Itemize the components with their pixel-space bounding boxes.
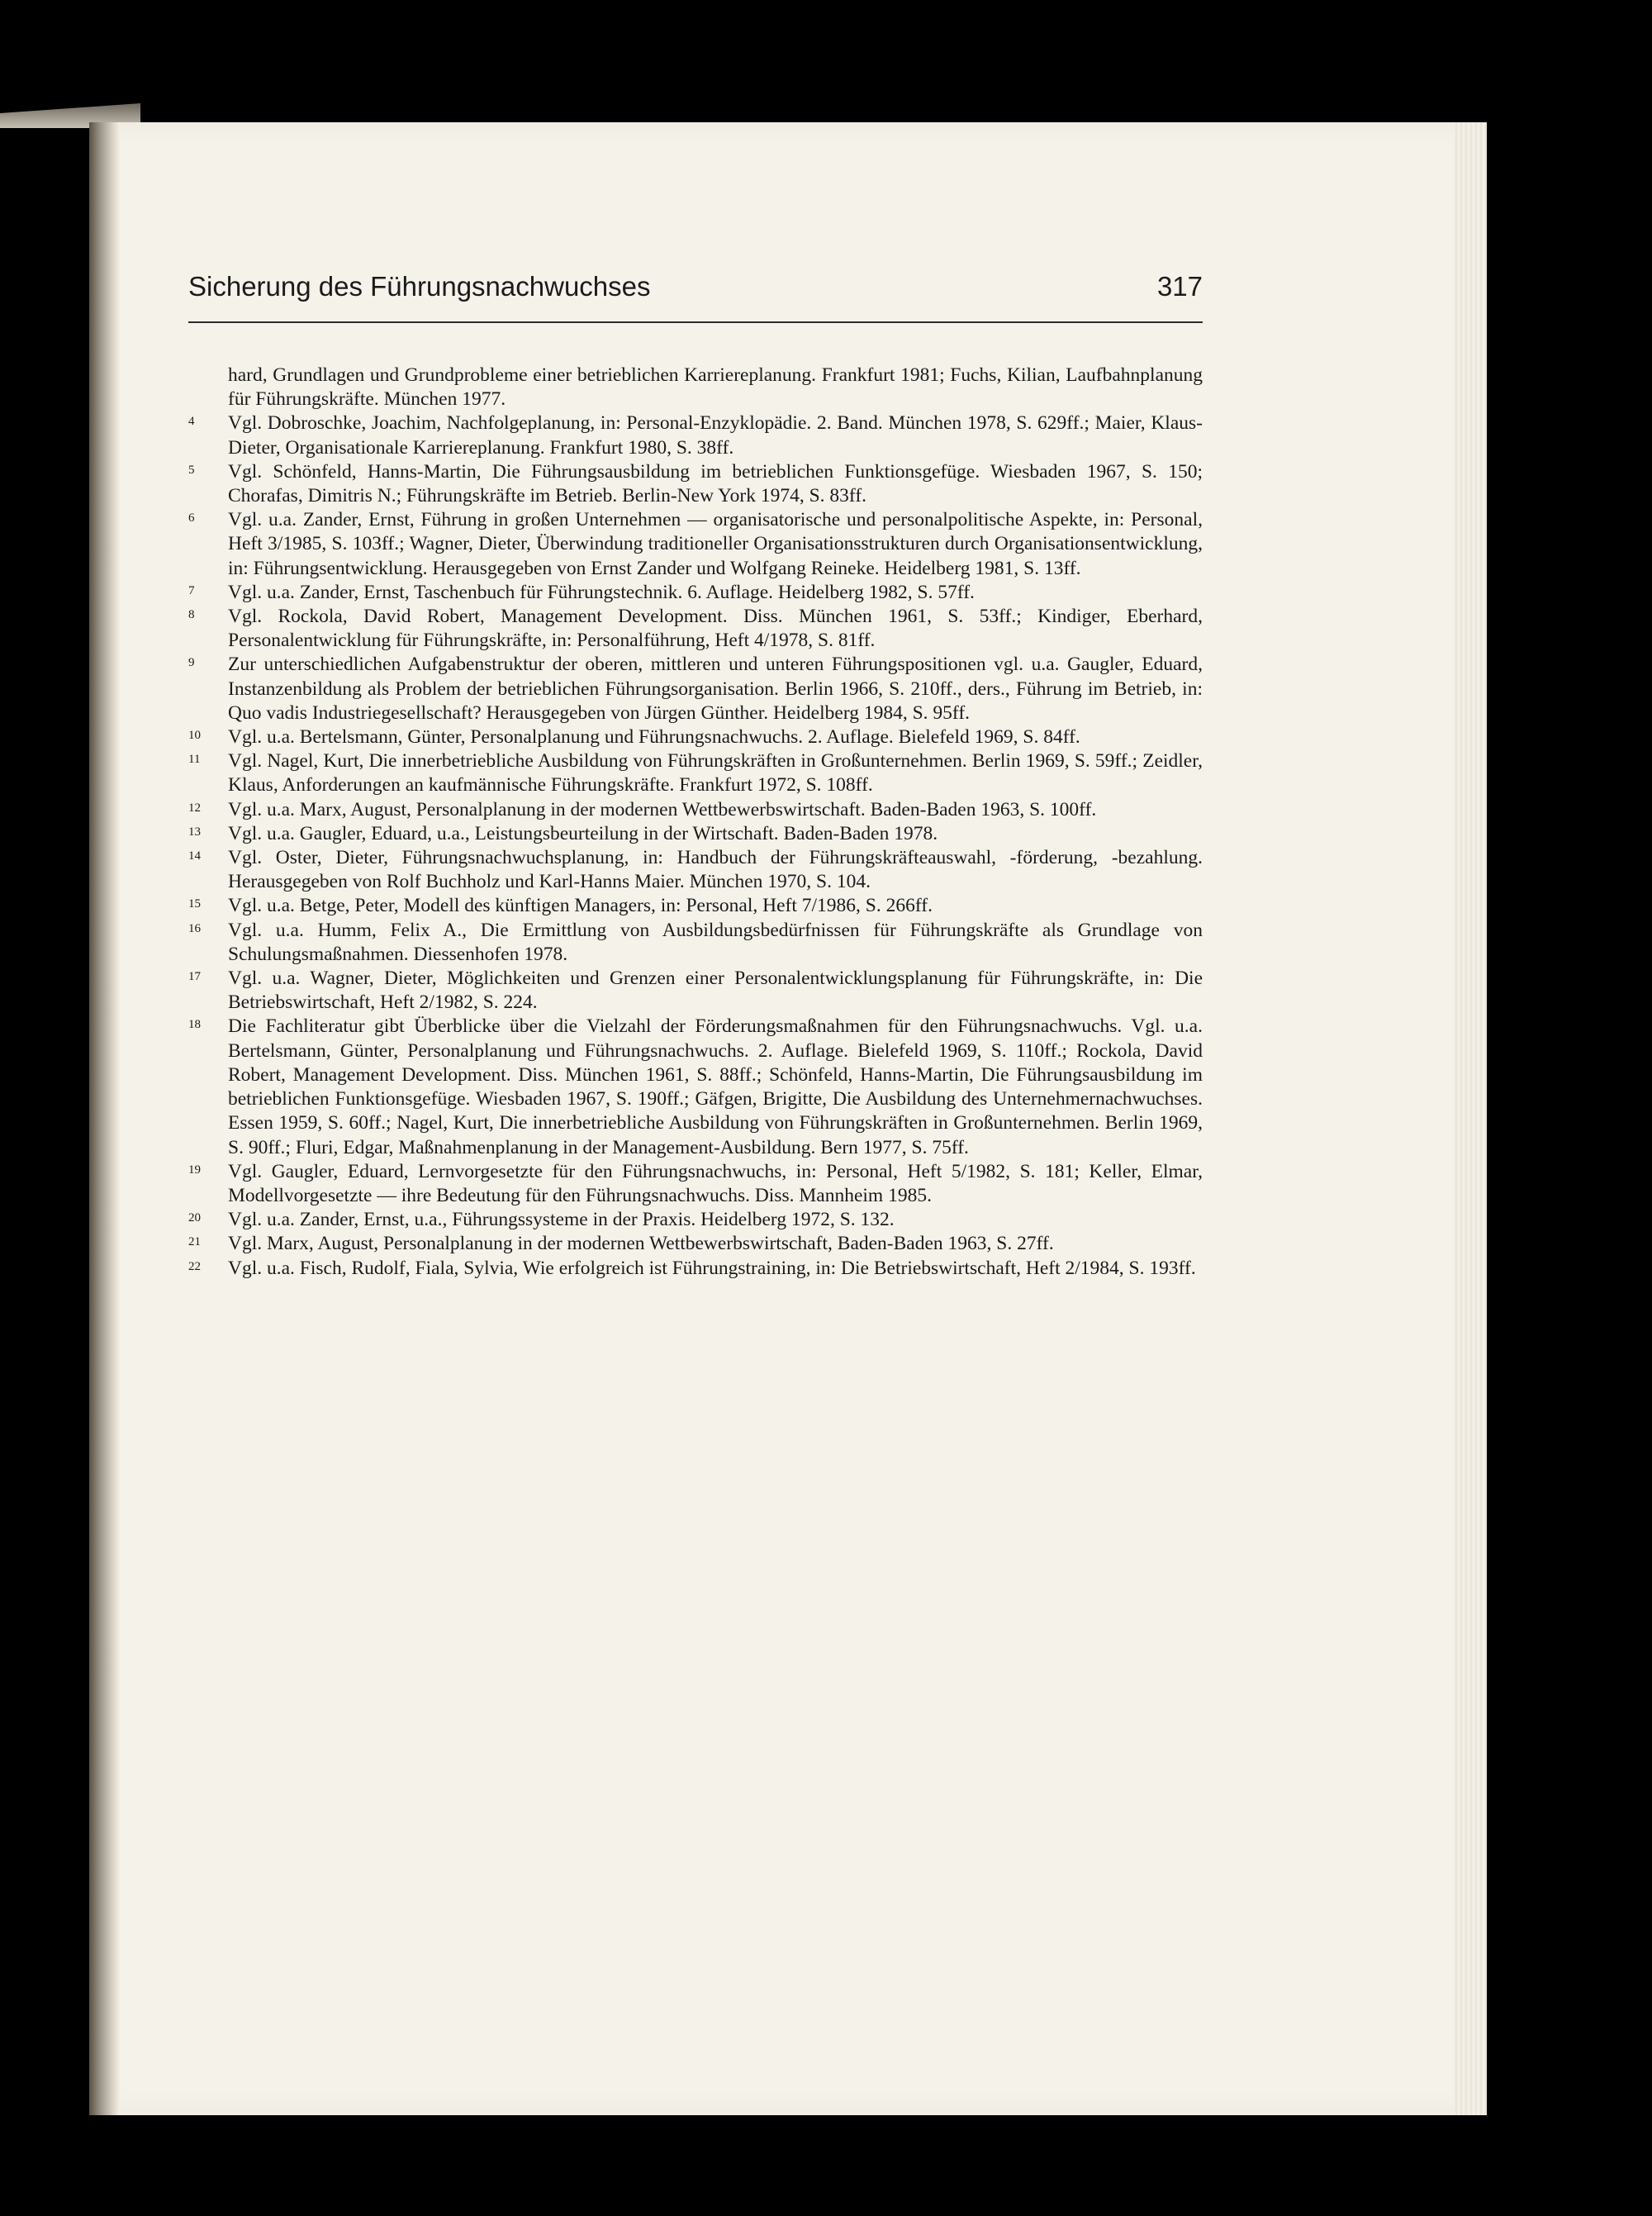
footnote xyxy=(188,725,1203,749)
footnote-number: 15 xyxy=(188,897,201,911)
footnote-text: Zur unterschiedlichen Aufgabenstruktur der oberen, mittleren und unteren Führungspositionen vgl. u.a. Gaugler, Eduard, Instanzenbildung als Problem der betrieblichen Führungsorganisation. Berlin 1966, S. 210ff., ders., Führung im Betrieb, in: Quo vadis Industriegesellschaft? Herausgegeben von Jürgen Günther. Heidelberg 1984, S. 95ff. xyxy=(228,654,1203,724)
footnote-text: Vgl. u.a. Betge, Peter, Modell des künftigen Managers, in: Personal, Heft 7/1986, S. 266ff. xyxy=(228,895,933,917)
footnote-text: Vgl. u.a. Marx, August, Personalplanung in der modernen Wettbewerbswirtschaft. Baden-Baden 1963, S. 100ff. xyxy=(228,798,1097,820)
footnote xyxy=(188,581,1203,605)
footnote-number: 13 xyxy=(188,825,201,839)
footnote-number: 19 xyxy=(188,1163,201,1177)
footnote-number: 9 xyxy=(188,656,195,670)
footnote-number: 21 xyxy=(188,1235,201,1249)
footnote xyxy=(188,1015,1203,1159)
footnote xyxy=(188,1232,1203,1256)
footnote xyxy=(188,411,1203,459)
footnote-number: 12 xyxy=(188,801,201,815)
footnote-text: Vgl. Schönfeld, Hanns-Martin, Die Führungsausbildung im betrieblichen Funktionsgefüge. Wiesbaden 1967, S. 150; Chorafas, Dimitris N.; Führungskräfte im Betrieb. Berlin-New York 1974, S. 83ff. xyxy=(228,460,1203,507)
footnote-number: 22 xyxy=(188,1259,201,1273)
page-number: 317 xyxy=(1156,271,1203,302)
footnote-number: 20 xyxy=(188,1211,201,1225)
footnote xyxy=(188,1160,1203,1208)
footnote-number: 4 xyxy=(188,415,195,429)
footnote-text: Vgl. u.a. Gaugler, Eduard, u.a., Leistungsbeurteilung in der Wirtschaft. Baden-Baden 1978. xyxy=(228,822,938,844)
footnote-text: Die Fachliteratur gibt Überblicke über die Vielzahl der Förderungsmaßnahmen für den Führungsnachwuchs. Vgl. u.a. Bertelsmann, Günter, Personalplanung und Führungsnachwuchs. 2. Auflage. Bielefeld 1969, S. 110ff.; Rockola, David Robert, Management Development. Diss. München 1961, S. 88ff.; Schönfeld, Hanns-Martin, Die Führungsausbildung im betrieblichen Funktionsgefüge. Wiesbaden 1967, S. 190ff.; Gäfgen, Brigitte, Die Ausbildung des Unternehmernachwuchses. Essen 1959, S. 60ff.; Nagel, Kurt, Die innerbetriebliche Ausbildung von Führungskräften in Großunternehmen. Berlin 1969, S. 90ff.; Fluri, Edgar, Maßnahmenplanung in der Management-Ausbildung. Bern 1977, S. 75ff. xyxy=(228,1015,1203,1158)
footnote xyxy=(188,919,1203,967)
footnote-text: Vgl. u.a. Bertelsmann, Günter, Personalplanung und Führungsnachwuchs. 2. Auflage. Bielefeld 1969, S. 84ff. xyxy=(228,726,1080,749)
footnote-text: Vgl. u.a. Wagner, Dieter, Möglichkeiten und Grenzen einer Personalentwicklungsplanung für Führungskräfte, in: Die Betriebswirtschaft, Heft 2/1982, S. 224. xyxy=(228,968,1203,1014)
footnote-text: Vgl. u.a. Zander, Ernst, Taschenbuch für Führungstechnik. 6. Auflage. Heidelberg 1982, S. 57ff. xyxy=(228,581,975,603)
footnotes-list xyxy=(188,364,1203,1281)
footnote-text: Vgl. Dobroschke, Joachim, Nachfolgeplanung, in: Personal-Enzyklopädie. 2. Band. München 1978, S. 629ff.; Maier, Klaus-Dieter, Organisationale Karriereplanung. Frankfurt 1980, S. 38ff. xyxy=(228,412,1203,459)
running-header xyxy=(188,271,1203,317)
footnote xyxy=(188,605,1203,653)
footnote xyxy=(188,967,1203,1015)
footnote-text: hard, Grundlagen und Grundprobleme einer betrieblichen Karriereplanung. Frankfurt 1981; Fuchs, Kilian, Laufbahnplanung für Führungskräfte. München 1977. xyxy=(228,364,1203,411)
page-gutter-shadow xyxy=(89,122,121,2115)
footnote-text: Vgl. Gaugler, Eduard, Lernvorgesetzte für den Führungsnachwuchs, in: Personal, Heft 5/1982, S. 181; Keller, Elmar, Modellvorgesetzte — ihre Bedeutung für den Führungsnachwuchs. Diss. Mannheim 1985. xyxy=(228,1160,1203,1206)
footnote xyxy=(188,798,1203,822)
header-rule xyxy=(188,321,1203,323)
footnote xyxy=(188,364,1203,411)
footnote-text: Vgl. u.a. Zander, Ernst, Führung in großen Unternehmen — organisatorische und personalpolitische Aspekte, in: Personal, Heft 3/1985, S. 103ff.; Wagner, Dieter, Überwindung traditioneller Organisationsstrukturen durch Organisationsentwicklung, in: Führungsentwicklung. Herausgegeben von Ernst Zander und Wolfgang Reineke. Heidelberg 1981, S. 13ff. xyxy=(228,509,1203,579)
footnote-text: Vgl. u.a. Zander, Ernst, u.a., Führungssysteme in der Praxis. Heidelberg 1972, S. 132. xyxy=(228,1209,895,1231)
footnote-number: 5 xyxy=(188,463,195,477)
footnote-text: Vgl. u.a. Humm, Felix A., Die Ermittlung von Ausbildungsbedürfnissen für Führungskräfte als Grundlage von Schulungsmaßnahmen. Diessenhofen 1978. xyxy=(228,919,1203,965)
footnote xyxy=(188,1208,1203,1232)
footnote xyxy=(188,894,1203,918)
footnote xyxy=(188,822,1203,846)
footnote xyxy=(188,460,1203,508)
footnote-number: 8 xyxy=(188,608,195,622)
footnote-text: Vgl. Rockola, David Robert, Management Development. Diss. München 1961, S. 53ff.; Kindiger, Eberhard, Personalentwicklung für Führungskräfte, in: Personalführung, Heft 4/1978, S. 81ff. xyxy=(228,606,1203,652)
footnote-number: 6 xyxy=(188,511,195,525)
footnote-number: 7 xyxy=(188,583,195,597)
footnote-text: Vgl. u.a. Fisch, Rudolf, Fiala, Sylvia, Wie erfolgreich ist Führungstraining, in: Die Betriebswirtschaft, Heft 2/1984, S. 193ff. xyxy=(228,1257,1196,1279)
page-stack-edge xyxy=(1454,122,1487,2115)
footnote-number: 14 xyxy=(188,849,201,863)
footnote-number: 18 xyxy=(188,1018,201,1032)
footnote-number: 11 xyxy=(188,753,201,767)
footnote xyxy=(188,1257,1203,1281)
footnote-text: Vgl. Nagel, Kurt, Die innerbetriebliche Ausbildung von Führungskräften in Großunternehmen. Berlin 1969, S. 59ff.; Zeidler, Klaus, Anforderungen an kaufmännische Führungskräfte. Frankfurt 1972, S. 108ff. xyxy=(228,750,1203,797)
footnote xyxy=(188,653,1203,725)
footnote xyxy=(188,749,1203,797)
footnote-number: 17 xyxy=(188,970,201,984)
footnote xyxy=(188,508,1203,581)
footnote-number: 10 xyxy=(188,729,201,743)
footnote xyxy=(188,846,1203,894)
footnote-text: Vgl. Oster, Dieter, Führungsnachwuchsplanung, in: Handbuch der Führungskräfteauswahl, -förderung, -bezahlung. Herausgegeben von Rolf Buchholz und Karl-Hanns Maier. München 1970, S. 104. xyxy=(228,847,1203,893)
footnote-number: 16 xyxy=(188,921,201,935)
running-title: Sicherung des Führungsnachwuchses xyxy=(188,271,651,302)
footnote-text: Vgl. Marx, August, Personalplanung in der modernen Wettbewerbswirtschaft, Baden-Baden 1963, S. 27ff. xyxy=(228,1233,1054,1255)
